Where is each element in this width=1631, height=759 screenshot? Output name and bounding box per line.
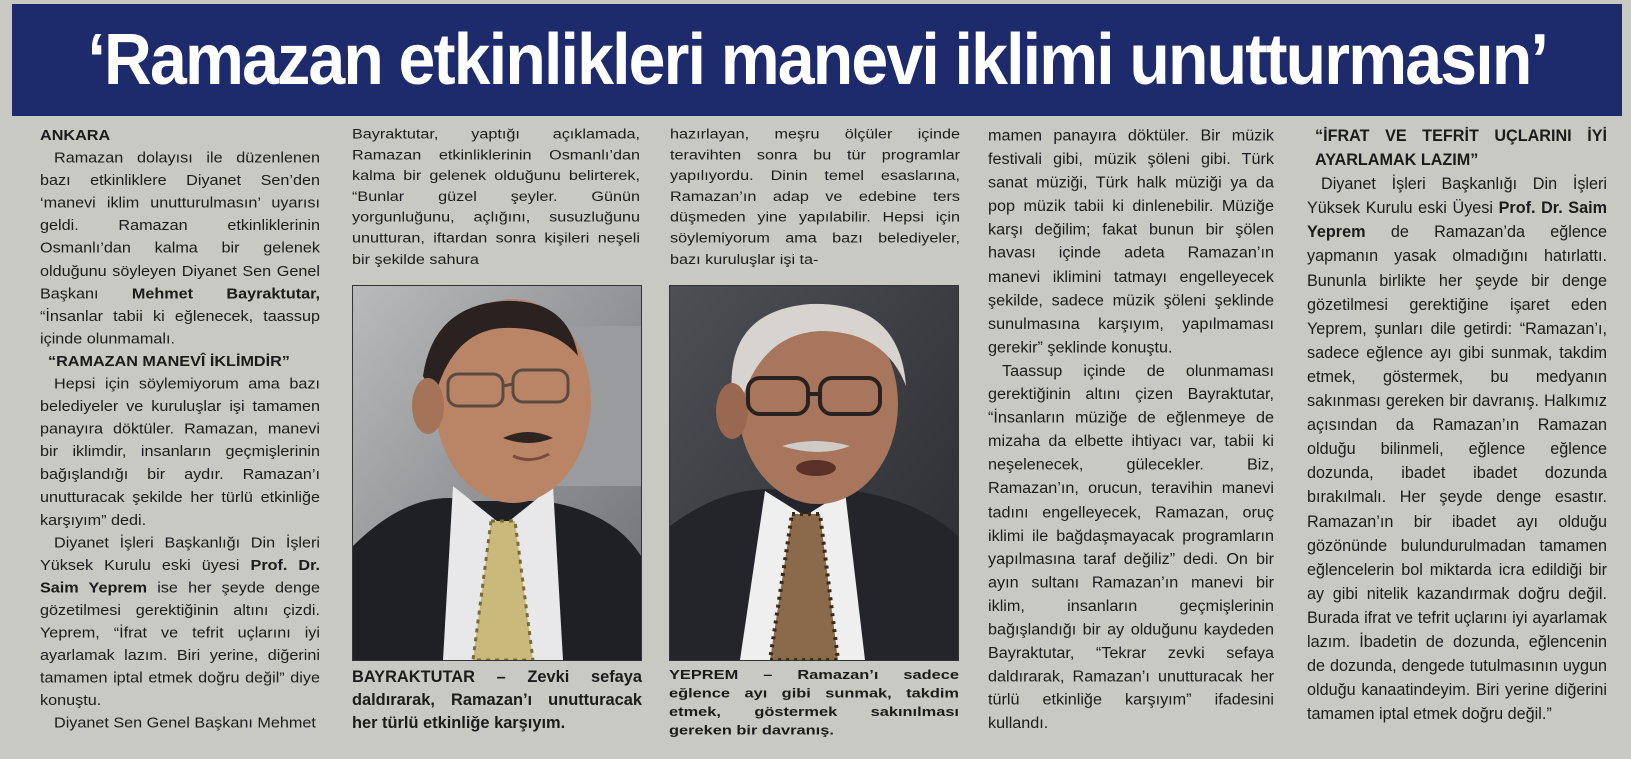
paragraph-text: Diyanet İşleri Başkanlığı Din İşleri Yüksek Kurulu eski Üyesi [1307, 175, 1607, 218]
photo-bayraktutar [352, 285, 642, 661]
paragraph: Diyanet Sen Genel Başkanı Mehmet [54, 714, 316, 732]
subheading: “RAMAZAN MANEVÎ İKLİMDİR” [48, 352, 290, 370]
portrait-illustration [670, 286, 958, 660]
paragraph: Hepsi için söylemiyorum ama bazı belediyeler ve kuruluşlar işi tamamen panayıra döktüler. Ramazan, manevi bir iklimdir, insanların geçmişlerinin bağışlandığı bir aydır. Ramazan’ı unutturacak şekilde her türlü etkinliğe karşıyım” dedi. [40, 375, 320, 529]
name-bold: Prof. Dr. Saim Yeprem [40, 556, 320, 596]
paragraph-text: Diyanet İşleri Başkanlığı Din İşleri Yüksek Kurulu eski üyesi [40, 533, 320, 574]
article-column-3 [670, 124, 960, 270]
paragraph: Taassup içinde de olunmaması gerektiğinin altını çizen Bayraktutar, “İnsanların müziğe de eğlenmeye de mizaha da elbette ihtiyacı var, tabii ki neşelenecek, gülecekler. Biz, Ramazan’ın, orucun, teravihin manevi tadını engelleyecek, Ramazan, oruç iklimi ile bağdaşmayacak programların yapılmasına taraf değiliz” dedi. On bir ayın sultanı Ramazan’ın manevi bir iklim, insanların geçmişlerinin bağışlandığı bir ay olduğunu kaydeden Bayraktutar, “Tekrar zevki sefaya daldırarak, Ramazan’ı unutturacak her türlü etkinliğe karşıyım” ifadesini kullandı. [988, 362, 1274, 733]
paragraph: hazırlayan, meşru ölçüler içinde teravihten sonra bu tür programlar yapılıyordu. Dinin temel esaslarına, Ramazan’ın adap ve edebine ters düşmeden yine yapılabilir. Hepsi için söylemiyorum ama bazı belediyeler, bazı kuruluşlar işi ta- [670, 126, 960, 268]
paragraph-text: de Ramazan’da eğlence yapmanın yasak olmadığını hatırlattı. Bununla birlikte her şeyde bir denge gözetilmesi gerektiğine işaret eden Yeprem, şunları dile getirdi: “Ramazan’ı, sadece eğlence ayı gibi sunmak, takdim etmek, göstermek, bu medyanın sakınması gereken bir davranış. Halkımız açısından da Ramazan’ın Ramazan olduğu bilinmeli, eğlence eğlence dozunda, ibadet ibadet dozunda bırakılmalı. Her şeyde denge esastır. Ramazan’ın bir ibadet ayı olduğu gözönünde bulundurulmadan tamamen eğlencelerin bol miktarda icra edildiği bir ay gibi nitelik kazandırmak doğru değil. Burada ifrat ve tefrit uçlarını iyi ayarlamak lazım. İbadetin de dozunda, eğlencenin de dozunda, dengede tutulmasının uygun olduğu kanaatindeyim. Biri yerine diğerini tamamen iptal etmek doğru değil.” [1307, 223, 1608, 724]
paragraph [1307, 172, 1607, 726]
subheading: “İFRAT VE TEFRİT UÇLARINI İYİ AYARLAMAK LAZIM” [1315, 127, 1607, 170]
article-column-2 [352, 124, 640, 270]
photo-yeprem [669, 285, 959, 661]
paragraph: Bayraktutar, yaptığı açıklamada, Ramazan etkinliklerinin Osmanlı’dan kalma bir gelenek olduğunu belirterek, “Bunlar güzel şeyler. Günün yorgunluğunu, açlığını, susuzluğunu unutturan, iftardan sonra kişileri neşeli bir şekilde sahura [352, 126, 640, 268]
photo-caption: BAYRAKTUTAR – Zevki sefaya daldırarak, Ramazan’ı unutturacak her türlü etkinliğe karşıyım. [352, 668, 642, 732]
portrait-illustration [353, 286, 641, 660]
headline-banner [12, 4, 1622, 116]
paragraph-text: “İnsanlar tabii ki eğlenecek, taassup içinde olunmamalı. [40, 307, 320, 348]
paragraph-text: Ramazan dolayısı ile düzenlenen bazı etkinliklere Diyanet Sen’den ‘manevi iklim unutturulmasın’ uyarısı geldi. Ramazan etkinliklerinin Osmanlı’dan kalma bir gelenek olduğunu söyleyen Diyanet Sen Genel Başkanı [40, 149, 320, 303]
paragraph: mamen panayıra döktüler. Bir müzik festivali gibi, müzik şöleni gibi. Türk sanat müziği, Türk halk müziği ya da pop müzik tabii ki dinlenebilir. Müziğe karşı değilim; fakat bunun bir şölen havası içinde adeta Ramazan’ın manevi iklimini tatmayı engelleyecek şekilde, sadece müzik şöleni şeklinde sunulmasına karşıyım, yapılmaması gerekir” şeklinde konuştu. [988, 126, 1274, 357]
dateline: ANKARA [40, 126, 111, 144]
paragraph-text: ise her şeyde denge gözetilmesi gerektiğinin altını çizdi. Yeprem, “İfrat ve tefrit uçlarını iyi ayarlamak lazım. Biri yerine, diğerini tamamen iptal etmek doğru değil” diye konuştu. [40, 579, 320, 710]
article-column-1 [40, 124, 320, 735]
headline: ‘Ramazan etkinlikleri manevi iklimi unutturmasın’ [87, 20, 1547, 100]
photo-caption: YEPREM – Ramazan’ı sadece eğlence ayı gibi sunmak, takdim etmek, göstermek sakınılması gereken bir davranış. [669, 667, 959, 738]
article-column-4 [988, 124, 1274, 735]
name-bold: Prof. Dr. Saim Yeprem [1307, 199, 1607, 242]
paragraph [40, 147, 320, 351]
article-column-5 [1307, 124, 1607, 726]
name-bold: Mehmet Bayraktutar, [131, 285, 321, 303]
paragraph [40, 531, 320, 712]
